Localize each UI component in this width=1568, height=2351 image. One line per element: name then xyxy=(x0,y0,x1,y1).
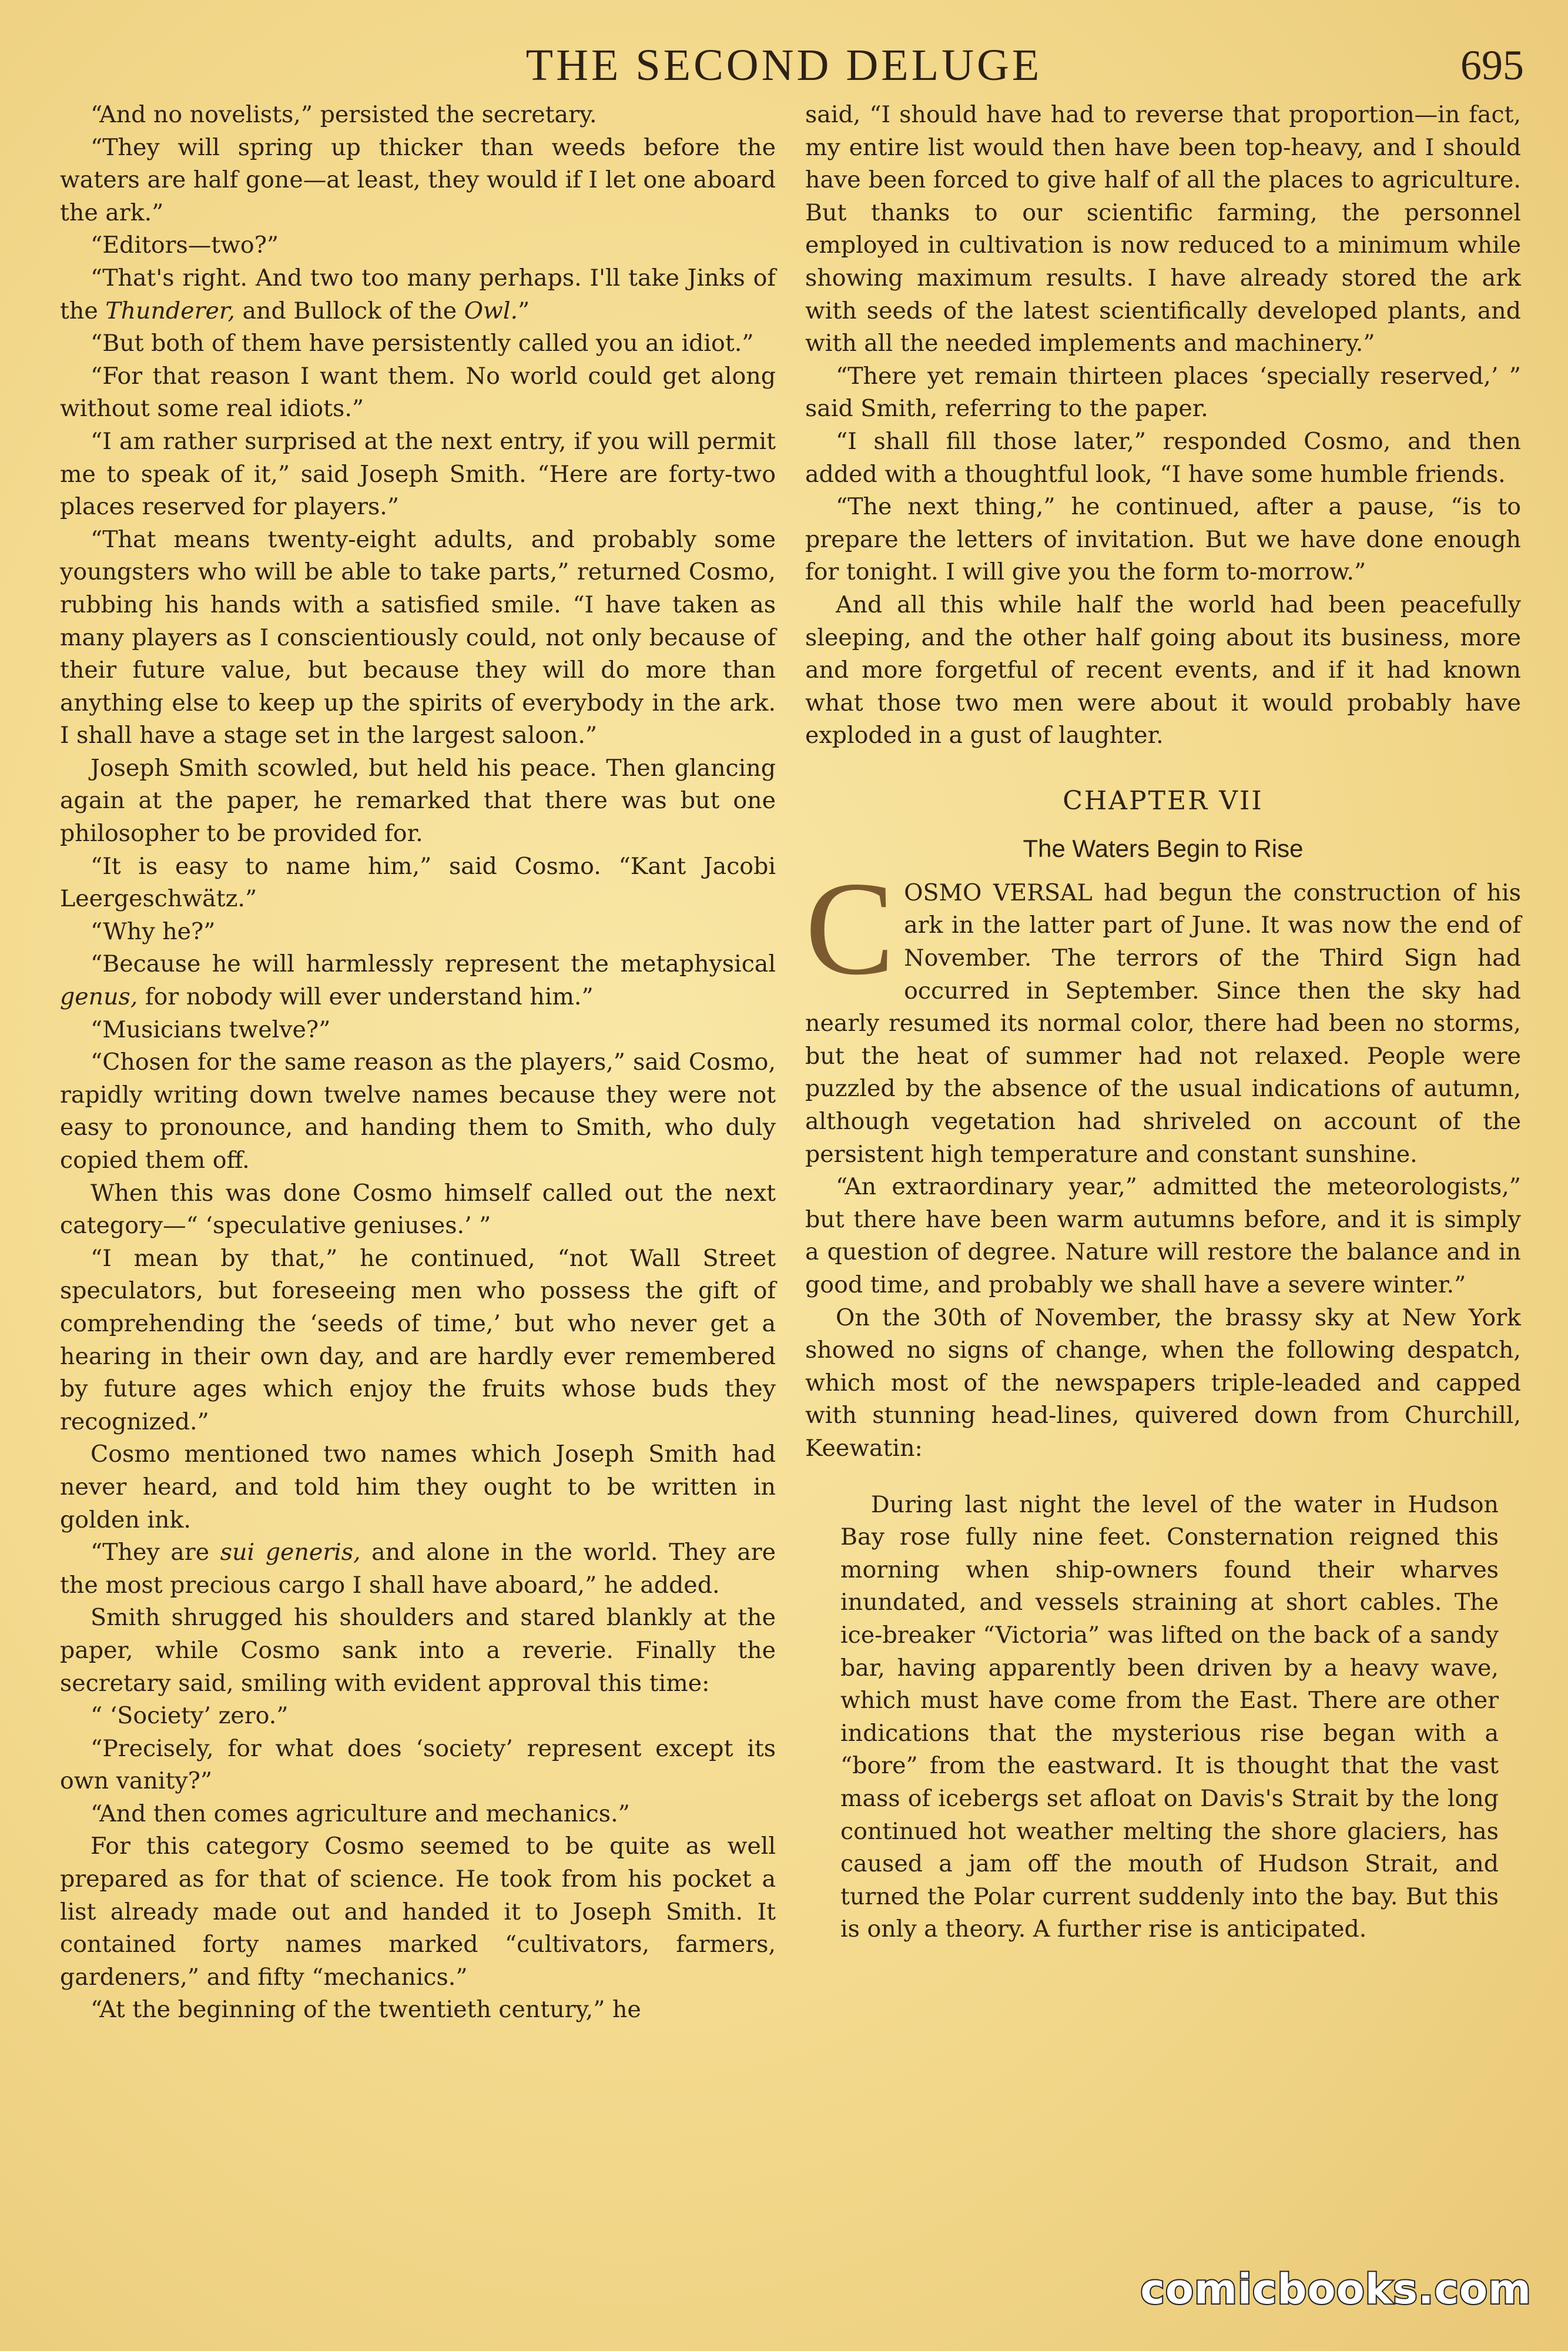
paragraph: “They will spring up thicker than weeds before the waters are half gone—at least, they would if I let one aboard the ark.” xyxy=(60,133,776,226)
chapter-opening-paragraph xyxy=(805,854,1521,1171)
paragraph-text: and alone in the world. They are the most precious cargo I shall have aboard,” he added. xyxy=(60,1539,776,1599)
paragraph: When this was done Cosmo himself called out the next category—“ ‘speculative geniuses.’ ” xyxy=(60,1179,776,1240)
paragraph: Cosmo mentioned two names which Joseph Smith had never heard, and told him they ought to be written in golden ink. xyxy=(60,1441,776,1533)
paragraph: “I shall fill those later,” responded Cosmo, and then added with a thoughtful look, “I have some humble friends. xyxy=(805,427,1521,488)
paragraph xyxy=(60,262,776,327)
paragraph: “That means twenty-eight adults, and probably some youngsters who will be able to take parts,” returned Cosmo, rubbing his hands with a satisfied smile. “I have taken as many players as I conscientiously could, not only because of their future value, but because they will do more than anything else to keep up the spirits of everybody in the ark. I shall have a stage set in the largest saloon.” xyxy=(60,525,776,749)
chapter-subtitle: The Waters Begin to Rise xyxy=(1023,834,1304,862)
paragraph: “It is easy to name him,” said Cosmo. “Kant Jacobi Leergeschwätz.” xyxy=(60,852,776,913)
watermark-logo: comicbooks.com xyxy=(1140,2265,1532,2313)
quoted-despatch xyxy=(840,1489,1499,1946)
paragraph: For this category Cosmo seemed to be quite as well prepared as for that of science. He took from his pocket a list already made out and handed it to Joseph Smith. It contained forty names marked “cultivators, farmers, gardeners,” and fifty “mechanics.” xyxy=(60,1833,776,1991)
paragraph: And all this while half the world had been peacefully sleeping, and the other half going about its business, more and more forgetful of recent events, and if it had known what those two men were about it would probably have exploded in a gust of laughter. xyxy=(805,591,1521,749)
paragraph: “For that reason I want them. No world could get along without some real idiots.” xyxy=(60,362,776,423)
paragraph-text: ” xyxy=(518,297,530,324)
paragraph: Joseph Smith scowled, but held his peace. Then glancing again at the paper, he remarked that there was but one philosopher to be provided for. xyxy=(60,754,776,848)
paragraph-text: “They are xyxy=(91,1539,220,1566)
drop-cap: C xyxy=(805,854,895,1003)
paragraph: “And no novelists,” persisted the secretary. xyxy=(91,101,597,128)
paragraph: “I am rather surprised at the next entry, if you will permit me to speak of it,” said Joseph Smith. “Here are forty-two places reserved for players.” xyxy=(60,427,776,521)
opening-paragraph-text: OSMO VERSAL had begun the construction of his ark in the latter part of June. It was now the end of November. The terrors of the Third Sign had occurred in September. Since then the sky had nearly resumed its normal color, there had been no storms, but the heat of summer had not relaxed. People were puzzled by the absence of the usual indications of autumn, although vegetation had shriveled on account of the persistent high temperature and constant sunshine. xyxy=(805,879,1521,1168)
right-column-paragraphs-after xyxy=(805,1171,1521,1465)
italic-text: genus, xyxy=(60,983,138,1011)
paragraph-text: “That's right. And two too many perhaps. I'll take Jinks of the xyxy=(60,264,776,324)
paragraph: “ ‘Society’ zero.” xyxy=(91,1702,289,1730)
paragraph: “The next thing,” he continued, after a pause, “is to prepare the letters of invitation. But we have done enough for tonight. I will give you the form to-morrow.” xyxy=(805,493,1521,586)
page-header xyxy=(0,36,1568,89)
paragraph-text: and Bullock of the xyxy=(234,297,464,324)
chapter-heading: CHAPTER VII xyxy=(1063,785,1264,816)
paragraph: “Editors—two?” xyxy=(91,232,279,259)
paragraph-text: for nobody will ever understand him.” xyxy=(138,983,594,1011)
paragraph: “Chosen for the same reason as the players,” said Cosmo, rapidly writing down twelve names because they were not easy to pronounce, and handing them to Smith, who duly copied them off. xyxy=(60,1049,776,1174)
paragraph: “There yet remain thirteen places ‘specially reserved,’ ” said Smith, referring to the paper. xyxy=(805,362,1521,423)
paragraph: “I mean by that,” he continued, “not Wall Street speculators, but foreseeing men who possess the gift of comprehending the ‘seeds of time,’ but who never get a hearing in their own day, and are hardly ever remembered by future ages which enjoy the fruits whose buds they recognized.” xyxy=(60,1244,776,1435)
paragraph: “At the beginning of the twentieth century,” he xyxy=(91,1996,641,2024)
despatch-text: During last night the level of the water in Hudson Bay rose fully nine feet. Consternation reigned this morning when ship-owners found their wharves inundated, and vessels straining at short cables. The ice-breaker “Victoria” was lifted on the back of a sandy bar, having apparently been driven by a heavy wave, which must have come from the East. There are other indications that the mysterious rise began with a “bore” from the eastward. It is thought that the vast mass of icebergs set afloat on Davis's Strait by the long continued hot weather melting the shore glaciers, has caused a jam off the mouth of Hudson Strait, and turned the Polar current suddenly into the bay. But this is only a theory. A further rise is anticipated. xyxy=(840,1491,1499,1943)
left-column xyxy=(60,99,776,2027)
paragraph: “An extraordinary year,” admitted the meteorologists,” but there have been warm autumns before, and it is simply a question of degree. Nature will restore the balance and in good time, and probably we shall have a severe winter.” xyxy=(805,1173,1521,1298)
paragraph xyxy=(60,1536,776,1602)
paragraph xyxy=(60,948,776,1013)
italic-text: Thunderer, xyxy=(105,297,235,324)
paragraph: said, “I should have had to reverse that proportion—in fact, my entire list would then have been top-heavy, and I should have been forced to give half of all the places to agriculture. But thanks to our scientific farming, the personnel employed in cultivation is now reduced to a minimum while showing maximum results. I have already stored the ark with seeds of the latest scientifically developed plants, and with all the needed implements and machinery.” xyxy=(805,101,1521,357)
page-number: 695 xyxy=(1460,42,1524,89)
paragraph: “But both of them have persistently called you an idiot.” xyxy=(91,330,754,357)
paragraph: “And then comes agriculture and mechanics.” xyxy=(91,1800,630,1827)
paragraph: On the 30th of November, the brassy sky at New York showed no signs of change, when the following despatch, which most of the newspapers triple-leaded and capped with stunning head-lines, quivered down from Churchill, Keewatin: xyxy=(805,1304,1521,1462)
running-title: THE SECOND DELUGE xyxy=(525,41,1043,90)
paragraph: “Musicians twelve?” xyxy=(91,1016,331,1043)
italic-text: Owl. xyxy=(464,297,518,324)
paragraph: “Precisely, for what does ‘society’ represent except its own vanity?” xyxy=(60,1734,776,1795)
paragraph: “Why he?” xyxy=(91,917,216,945)
right-column xyxy=(805,99,1521,1946)
italic-text: sui generis, xyxy=(220,1539,361,1566)
paragraph-text: “Because he will harmlessly represent the metaphysical xyxy=(91,950,776,978)
paragraph: Smith shrugged his shoulders and stared blankly at the paper, while Cosmo sank into a reverie. Finally the secretary said, smiling with evident approval this time: xyxy=(60,1604,776,1697)
right-column-paragraphs xyxy=(805,99,1521,752)
